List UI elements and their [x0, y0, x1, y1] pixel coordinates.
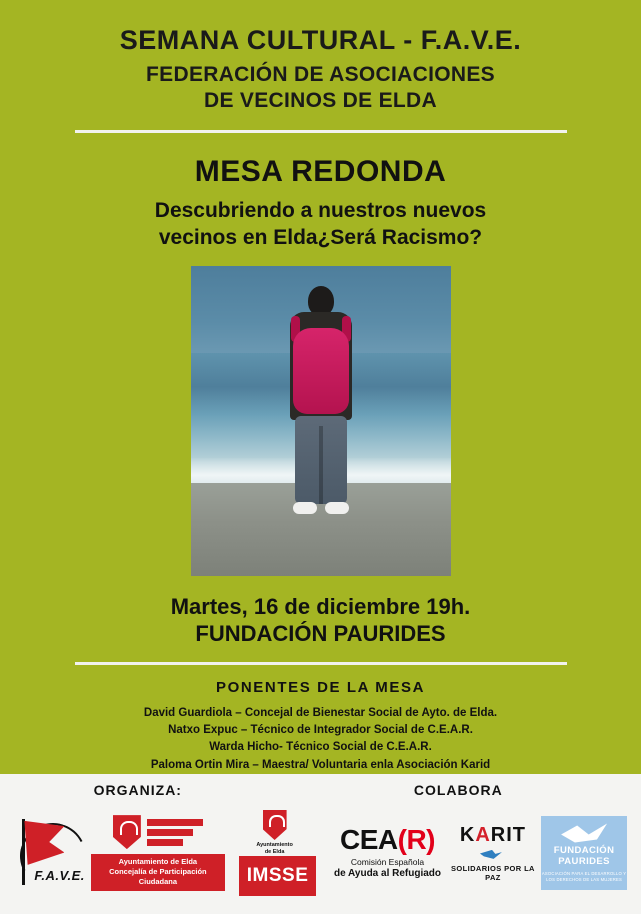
karit-word-right: RIT	[490, 823, 526, 846]
ayuntamiento-elda-logo	[91, 814, 225, 892]
colabora-label: COLABORA	[413, 781, 503, 798]
shield-icon	[113, 815, 141, 849]
imsse-crest-caption-line1: Ayuntamiento	[256, 841, 293, 848]
event-photo	[191, 266, 451, 576]
ayuntamiento-mark	[113, 815, 203, 849]
shield-icon	[263, 810, 287, 840]
imsse-logo	[225, 820, 330, 886]
paurides-logo-text	[554, 846, 615, 868]
karit-word-accent: A	[475, 823, 491, 846]
paurides-title-line1: FUNDACIÓN	[553, 845, 615, 857]
imsse-logo-text: IMSSE	[239, 856, 317, 896]
list-item: Paloma Ortin Mira – Maestra/ Voluntaria enla Asociación Karid	[150, 758, 491, 771]
event-description	[155, 197, 486, 252]
ayuntamiento-caption-line1: Ayuntamiento de Elda	[118, 857, 198, 867]
organization-name-line1: FEDERACIÓN DE ASOCIACIONES	[146, 62, 495, 86]
ayuntamiento-bars-icon	[147, 819, 203, 846]
swoosh-icon	[561, 823, 607, 843]
ayuntamiento-caption	[91, 854, 225, 890]
poster-footer	[0, 774, 641, 914]
fave-logo	[14, 813, 91, 893]
photo-person-legs	[295, 416, 347, 504]
divider-top	[75, 130, 567, 133]
dove-icon	[480, 847, 506, 861]
event-description-line2: vecinos en Elda¿Será Racismo?	[158, 226, 483, 250]
logo-strip	[0, 798, 641, 914]
imsse-crest-block	[256, 810, 292, 856]
event-type: MESA REDONDA	[194, 155, 447, 189]
fave-logo-text: F.A.V.E.	[34, 867, 85, 883]
fave-pole-icon	[22, 819, 25, 885]
divider-bottom	[75, 662, 567, 665]
cear-word-left: CEA	[340, 823, 398, 855]
organiza-label: ORGANIZA:	[93, 781, 182, 798]
karit-logo-text	[460, 824, 526, 847]
paurides-title-line2: PAURIDES	[558, 856, 610, 868]
cear-logo-text	[340, 823, 435, 855]
cear-logo	[330, 820, 444, 886]
list-item: Natxo Expuc – Técnico de Integrador Social de C.E.A.R.	[168, 724, 473, 737]
photo-person-shoe-left	[293, 502, 317, 514]
organization-name	[146, 62, 495, 115]
list-item: David Guardiola – Concejal de Bienestar Social de Ayto. de Elda.	[143, 706, 498, 719]
bar-icon	[147, 829, 193, 836]
bar-icon	[147, 839, 183, 846]
speakers-list	[144, 705, 497, 774]
karit-subtitle: SOLIDARIOS POR LA PAZ	[450, 863, 535, 882]
photo-backpack	[293, 328, 349, 414]
ayuntamiento-caption-line2: Concejalía de Participación Ciudadana	[109, 867, 207, 887]
event-date: Martes, 16 de diciembre 19h.	[170, 593, 471, 619]
paurides-subtitle: ASOCIACIÓN PARA EL DESARROLLO Y LOS DERECHOS DE LAS MUJERES	[541, 871, 627, 882]
karit-word-left: K	[459, 823, 476, 846]
cear-word-accent: (R)	[397, 823, 435, 855]
speakers-heading: PONENTES DE LA MESA	[215, 678, 426, 696]
cear-subtitle-1: Comisión Española	[350, 856, 425, 867]
page-title: SEMANA CULTURAL - F.A.V.E.	[119, 25, 522, 55]
list-item: Warda Hicho- Técnico Social de C.E.A.R.	[209, 741, 432, 754]
photo-person-shoe-right	[325, 502, 349, 514]
event-venue: FUNDACIÓN PAURIDES	[195, 621, 446, 647]
footer-headings	[0, 774, 641, 798]
fave-emblem-icon	[18, 817, 86, 889]
event-description-line1: Descubriendo a nuestros nuevos	[154, 199, 487, 223]
bar-icon	[147, 819, 203, 826]
karit-logo	[445, 820, 542, 886]
imsse-crest-caption	[256, 842, 292, 856]
organization-name-line2: DE VECINOS DE ELDA	[204, 88, 437, 112]
imsse-crest-caption-line2: de Elda	[264, 848, 285, 855]
cear-subtitle-2: de Ayuda al Refugiado	[333, 867, 442, 879]
fundacion-paurides-logo	[541, 816, 627, 890]
